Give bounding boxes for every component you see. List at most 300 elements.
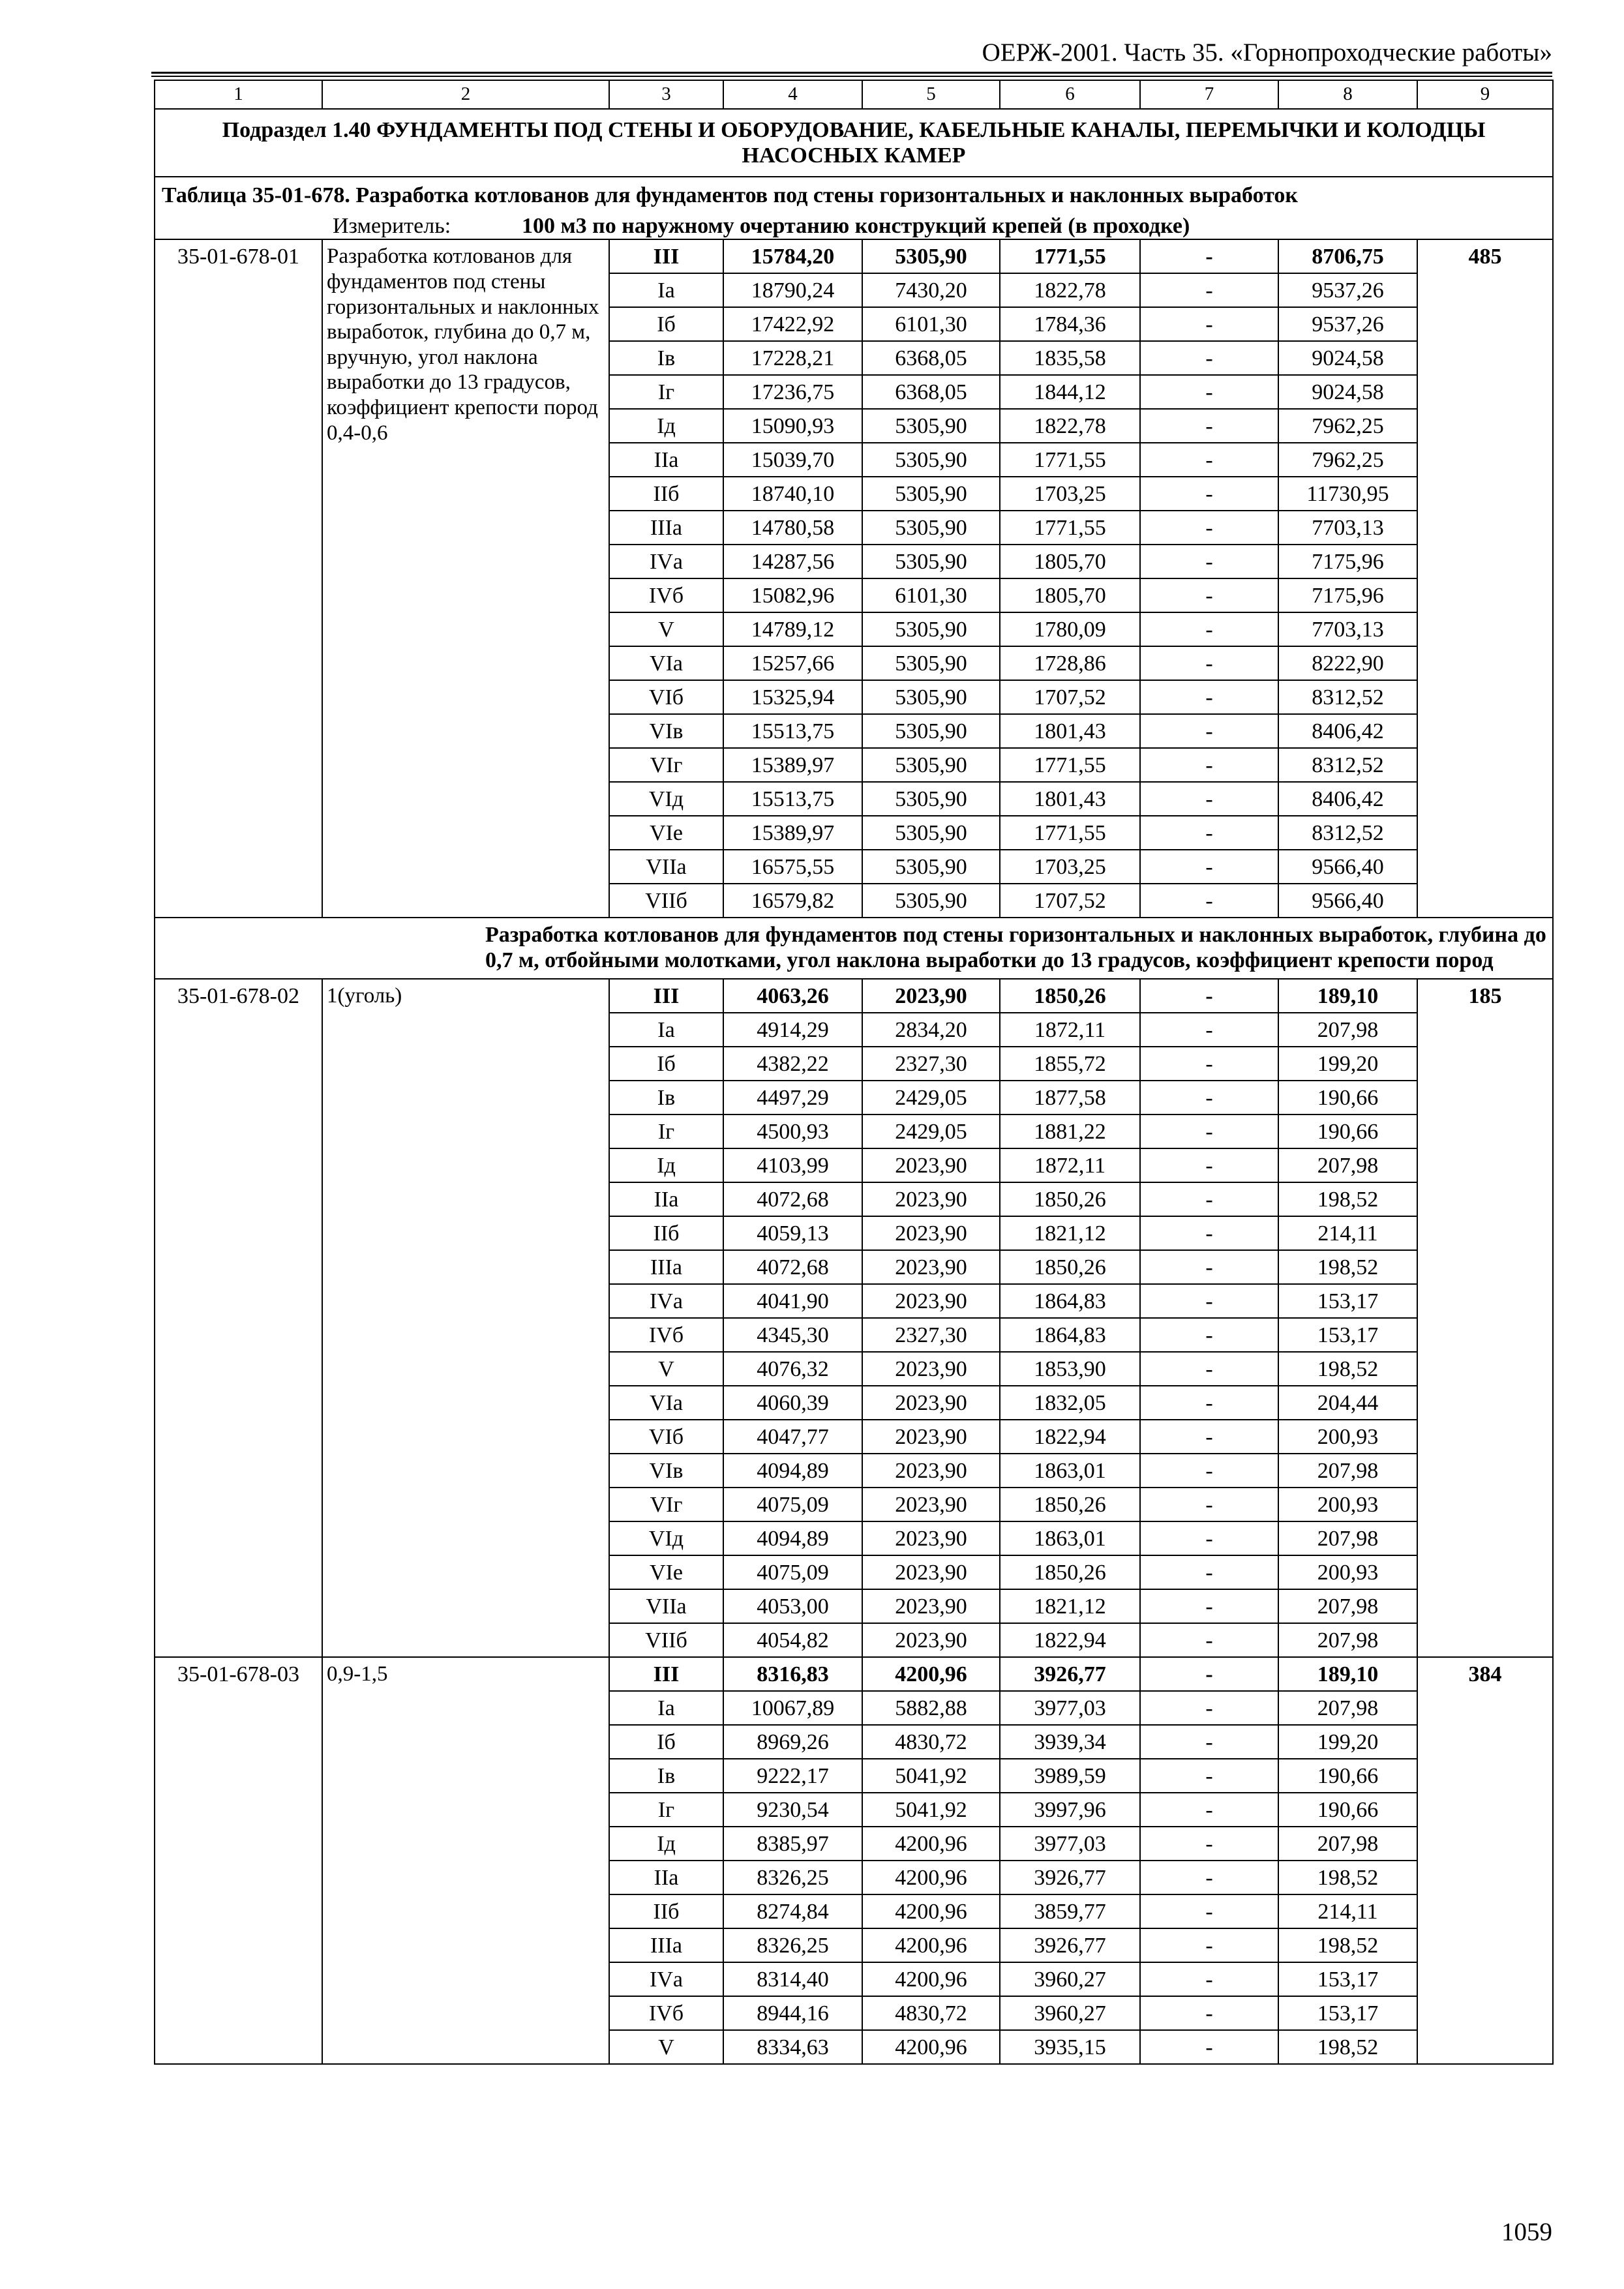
direct-cost: 15257,66	[723, 646, 862, 680]
column-number: 3	[609, 80, 723, 109]
machine-cost: 1850,26	[1000, 1555, 1140, 1589]
wages: 2023,90	[862, 1284, 1000, 1318]
labor-hours: 9537,26	[1278, 273, 1417, 307]
machine-cost: 1780,09	[1000, 612, 1140, 646]
machine-cost: 1863,01	[1000, 1521, 1140, 1555]
materials-cost: -	[1140, 612, 1278, 646]
wages: 2429,05	[862, 1081, 1000, 1115]
materials-cost: -	[1140, 1962, 1278, 1996]
direct-cost: 4060,39	[723, 1386, 862, 1420]
rock-class: V	[609, 1352, 723, 1386]
machine-cost: 1850,26	[1000, 1488, 1140, 1521]
rock-class: VIб	[609, 1420, 723, 1454]
labor-hours: 7175,96	[1278, 578, 1417, 612]
direct-cost: 4075,09	[723, 1488, 862, 1521]
rock-class: VIб	[609, 680, 723, 714]
labor-hours: 153,17	[1278, 1284, 1417, 1318]
labor-hours: 8406,42	[1278, 714, 1417, 748]
machine-cost: 1728,86	[1000, 646, 1140, 680]
materials-cost: -	[1140, 375, 1278, 409]
direct-cost: 8326,25	[723, 1861, 862, 1894]
direct-cost: 15389,97	[723, 816, 862, 850]
rock-class: IVа	[609, 1284, 723, 1318]
direct-cost: 8969,26	[723, 1725, 862, 1759]
labor-hours: 9024,58	[1278, 375, 1417, 409]
wages: 5305,90	[862, 239, 1000, 273]
rock-class: Iд	[609, 1827, 723, 1861]
direct-cost: 4094,89	[723, 1454, 862, 1488]
direct-cost: 14780,58	[723, 511, 862, 545]
rock-class: VIг	[609, 1488, 723, 1521]
machine-cost: 3977,03	[1000, 1827, 1140, 1861]
machine-cost: 1881,22	[1000, 1115, 1140, 1148]
rock-class: III	[609, 239, 723, 273]
machine-cost: 3960,27	[1000, 1996, 1140, 2030]
column-number: 4	[723, 80, 862, 109]
materials-cost: -	[1140, 680, 1278, 714]
machine-cost: 3939,34	[1000, 1725, 1140, 1759]
wages: 2023,90	[862, 1555, 1000, 1589]
rock-class: Iа	[609, 273, 723, 307]
direct-cost: 8385,97	[723, 1827, 862, 1861]
machine-cost: 1850,26	[1000, 979, 1140, 1013]
measure	[155, 213, 1553, 239]
rock-class: IVа	[609, 1962, 723, 1996]
labor-hours: 198,52	[1278, 1352, 1417, 1386]
machine-cost: 1832,05	[1000, 1386, 1140, 1420]
labor-hours: 200,93	[1278, 1555, 1417, 1589]
materials-cost: -	[1140, 1861, 1278, 1894]
direct-cost: 14287,56	[723, 545, 862, 578]
rock-class: Iб	[609, 307, 723, 341]
rock-class: Iв	[609, 1759, 723, 1793]
labor-hours: 214,11	[1278, 1894, 1417, 1928]
machine-cost: 1771,55	[1000, 511, 1140, 545]
rock-class: VIв	[609, 1454, 723, 1488]
column-number: 2	[322, 80, 609, 109]
labor-hours: 153,17	[1278, 1996, 1417, 2030]
table-title-row	[155, 177, 1553, 213]
materials-cost: -	[1140, 511, 1278, 545]
machine-cost: 1821,12	[1000, 1216, 1140, 1250]
direct-cost: 8314,40	[723, 1962, 862, 1996]
table-row	[155, 1657, 1553, 1691]
materials-cost: -	[1140, 1488, 1278, 1521]
rock-class: IIIа	[609, 1250, 723, 1284]
rock-class: VIв	[609, 714, 723, 748]
direct-cost: 4500,93	[723, 1115, 862, 1148]
materials-cost: -	[1140, 646, 1278, 680]
labor-hours: 8312,52	[1278, 748, 1417, 782]
labor-hours: 190,66	[1278, 1793, 1417, 1827]
rock-class: Iб	[609, 1047, 723, 1081]
direct-cost: 4914,29	[723, 1013, 862, 1047]
direct-cost: 14789,12	[723, 612, 862, 646]
materials-cost: -	[1140, 884, 1278, 918]
direct-cost: 4041,90	[723, 1284, 862, 1318]
labor-hours: 9566,40	[1278, 850, 1417, 884]
materials-cost: -	[1140, 1250, 1278, 1284]
direct-cost: 4075,09	[723, 1555, 862, 1589]
materials-cost: -	[1140, 816, 1278, 850]
materials-cost: -	[1140, 782, 1278, 816]
rock-class: IIа	[609, 1861, 723, 1894]
direct-cost: 15090,93	[723, 409, 862, 443]
labor-hours: 198,52	[1278, 1861, 1417, 1894]
machine-cost: 3926,77	[1000, 1861, 1140, 1894]
materials-cost: -	[1140, 2030, 1278, 2064]
materials-cost: -	[1140, 1623, 1278, 1657]
rock-class: VIIа	[609, 1589, 723, 1623]
direct-cost: 4094,89	[723, 1521, 862, 1555]
labor-hours: 189,10	[1278, 1657, 1417, 1691]
rock-class: IIа	[609, 443, 723, 477]
rate-code: 35-01-678-02	[155, 979, 322, 1657]
rock-class: IVб	[609, 1318, 723, 1352]
machine-cost: 1771,55	[1000, 816, 1140, 850]
direct-cost: 15784,20	[723, 239, 862, 273]
machine-cost: 1822,78	[1000, 409, 1140, 443]
labor-hours: 190,66	[1278, 1081, 1417, 1115]
machine-cost: 1877,58	[1000, 1081, 1140, 1115]
rock-class: IIIа	[609, 511, 723, 545]
rock-class: VIа	[609, 1386, 723, 1420]
direct-cost: 4382,22	[723, 1047, 862, 1081]
labor-hours: 8312,52	[1278, 816, 1417, 850]
machine-cost: 1864,83	[1000, 1284, 1140, 1318]
machine-cost: 1771,55	[1000, 239, 1140, 273]
materials-cost: -	[1140, 1996, 1278, 2030]
wages: 5041,92	[862, 1793, 1000, 1827]
materials-cost: -	[1140, 1386, 1278, 1420]
rock-class: VIа	[609, 646, 723, 680]
labor-hours: 207,98	[1278, 1827, 1417, 1861]
wages: 2023,90	[862, 1420, 1000, 1454]
wages: 5305,90	[862, 612, 1000, 646]
labor-hours: 200,93	[1278, 1488, 1417, 1521]
materials-cost: -	[1140, 1216, 1278, 1250]
machine-cost: 3926,77	[1000, 1928, 1140, 1962]
labor-hours: 207,98	[1278, 1691, 1417, 1725]
rock-class: Iг	[609, 1115, 723, 1148]
wages: 2023,90	[862, 1148, 1000, 1182]
machine-cost: 1850,26	[1000, 1182, 1140, 1216]
materials-cost: -	[1140, 1081, 1278, 1115]
labor-hours: 9566,40	[1278, 884, 1417, 918]
machine-cost: 1853,90	[1000, 1352, 1140, 1386]
machine-cost: 3997,96	[1000, 1793, 1140, 1827]
rate-code: 35-01-678-03	[155, 1657, 322, 2064]
materials-cost: -	[1140, 1894, 1278, 1928]
direct-cost: 4103,99	[723, 1148, 862, 1182]
wages: 2023,90	[862, 1182, 1000, 1216]
labor-hours: 198,52	[1278, 1182, 1417, 1216]
materials-cost: -	[1140, 1521, 1278, 1555]
machine-cost: 3935,15	[1000, 2030, 1140, 2064]
direct-cost: 9230,54	[723, 1793, 862, 1827]
direct-cost: 15039,70	[723, 443, 862, 477]
wages: 2023,90	[862, 1454, 1000, 1488]
direct-cost: 18790,24	[723, 273, 862, 307]
materials-cost: -	[1140, 1182, 1278, 1216]
labor-hours: 214,11	[1278, 1216, 1417, 1250]
machine-cost: 1855,72	[1000, 1047, 1140, 1081]
wages: 5305,90	[862, 748, 1000, 782]
labor-hours: 8706,75	[1278, 239, 1417, 273]
direct-cost: 4076,32	[723, 1352, 862, 1386]
materials-cost: -	[1140, 1928, 1278, 1962]
labor-hours: 8406,42	[1278, 782, 1417, 816]
wages: 2327,30	[862, 1047, 1000, 1081]
rock-class: VIIа	[609, 850, 723, 884]
direct-cost: 4345,30	[723, 1318, 862, 1352]
rock-class: IIб	[609, 477, 723, 511]
rock-class: Iг	[609, 375, 723, 409]
wages: 2023,90	[862, 1589, 1000, 1623]
materials-cost: -	[1140, 1589, 1278, 1623]
rock-class: VIе	[609, 816, 723, 850]
wages: 5305,90	[862, 714, 1000, 748]
direct-cost: 16575,55	[723, 850, 862, 884]
machine-cost: 1835,58	[1000, 341, 1140, 375]
wages: 6101,30	[862, 307, 1000, 341]
materials-cost: -	[1140, 1793, 1278, 1827]
materials-cost: -	[1140, 578, 1278, 612]
wages: 4200,96	[862, 1861, 1000, 1894]
rate-description: Разработка котлованов для фундаментов под стены горизонтальных и наклонных выработок, глубина до 0,7 м, вручную, угол наклона выработки до 13 градусов, коэффициент крепости пород 0,4-0,6	[322, 239, 609, 918]
direct-cost: 9222,17	[723, 1759, 862, 1793]
materials-cost: -	[1140, 1555, 1278, 1589]
wages: 5305,90	[862, 409, 1000, 443]
materials-cost: -	[1140, 1148, 1278, 1182]
wages: 2834,20	[862, 1013, 1000, 1047]
wages: 5305,90	[862, 477, 1000, 511]
machine-cost: 1703,25	[1000, 850, 1140, 884]
rock-class: III	[609, 979, 723, 1013]
column-number: 1	[155, 80, 322, 109]
wages: 4830,72	[862, 1996, 1000, 2030]
column-number: 7	[1140, 80, 1278, 109]
machine-cost: 1784,36	[1000, 307, 1140, 341]
machine-cost: 1822,94	[1000, 1623, 1140, 1657]
direct-cost: 8944,16	[723, 1996, 862, 2030]
wages: 2023,90	[862, 1216, 1000, 1250]
labor-hours: 7703,13	[1278, 511, 1417, 545]
direct-cost: 16579,82	[723, 884, 862, 918]
wages: 2023,90	[862, 1488, 1000, 1521]
rock-class: VIIб	[609, 1623, 723, 1657]
labor-hours: 207,98	[1278, 1521, 1417, 1555]
labor-hours: 200,93	[1278, 1420, 1417, 1454]
rock-class: IIIа	[609, 1928, 723, 1962]
machine-cost: 1821,12	[1000, 1589, 1140, 1623]
machine-cost: 1805,70	[1000, 578, 1140, 612]
table-row	[155, 979, 1553, 1013]
direct-cost: 15513,75	[723, 714, 862, 748]
group-subheading: Разработка котлованов для фундаментов под стены горизонтальных и наклонных выработок, глубина до 0,7 м, отбойными молотками, угол наклона выработки до 13 градусов, коэффициент крепости пород	[155, 918, 1553, 979]
materials-cost: -	[1140, 443, 1278, 477]
materials-cost: -	[1140, 341, 1278, 375]
machine-cost: 1707,52	[1000, 680, 1140, 714]
direct-cost: 8334,63	[723, 2030, 862, 2064]
materials-cost: -	[1140, 1691, 1278, 1725]
machine-cost: 1771,55	[1000, 748, 1140, 782]
machine-cost: 1822,94	[1000, 1420, 1140, 1454]
labor-hours: 7175,96	[1278, 545, 1417, 578]
wages: 2429,05	[862, 1115, 1000, 1148]
materials-cost: -	[1140, 307, 1278, 341]
column-number: 5	[862, 80, 1000, 109]
labor-hours: 189,10	[1278, 979, 1417, 1013]
direct-cost: 4063,26	[723, 979, 862, 1013]
direct-cost: 8326,25	[723, 1928, 862, 1962]
direct-cost: 17422,92	[723, 307, 862, 341]
rate-code: 35-01-678-01	[155, 239, 322, 918]
materials-cost: -	[1140, 1284, 1278, 1318]
labor-hours: 8312,52	[1278, 680, 1417, 714]
direct-cost: 17236,75	[723, 375, 862, 409]
materials-cost: -	[1140, 1725, 1278, 1759]
rock-class: IVб	[609, 578, 723, 612]
direct-cost: 15082,96	[723, 578, 862, 612]
direct-cost: 15325,94	[723, 680, 862, 714]
direct-cost: 8274,84	[723, 1894, 862, 1928]
col9-value: 185	[1417, 979, 1553, 1657]
materials-cost: -	[1140, 1318, 1278, 1352]
wages: 2023,90	[862, 1521, 1000, 1555]
rock-class: Iд	[609, 1148, 723, 1182]
labor-hours: 199,20	[1278, 1725, 1417, 1759]
labor-hours: 207,98	[1278, 1454, 1417, 1488]
machine-cost: 1863,01	[1000, 1454, 1140, 1488]
rock-class: V	[609, 2030, 723, 2064]
column-number: 8	[1278, 80, 1417, 109]
rock-class: VIIб	[609, 884, 723, 918]
rock-class: Iд	[609, 409, 723, 443]
labor-hours: 190,66	[1278, 1115, 1417, 1148]
wages: 5305,90	[862, 511, 1000, 545]
machine-cost: 3926,77	[1000, 1657, 1140, 1691]
wages: 5305,90	[862, 816, 1000, 850]
wages: 4200,96	[862, 1827, 1000, 1861]
wages: 4200,96	[862, 1657, 1000, 1691]
wages: 5305,90	[862, 443, 1000, 477]
header-rule-2	[151, 76, 1552, 77]
rock-class: Iг	[609, 1793, 723, 1827]
machine-cost: 1771,55	[1000, 443, 1140, 477]
wages: 5305,90	[862, 850, 1000, 884]
materials-cost: -	[1140, 1420, 1278, 1454]
materials-cost: -	[1140, 1657, 1278, 1691]
wages: 6101,30	[862, 578, 1000, 612]
column-number: 9	[1417, 80, 1553, 109]
wages: 6368,05	[862, 341, 1000, 375]
wages: 2023,90	[862, 1386, 1000, 1420]
table-title: Таблица 35-01-678. Разработка котлованов для фундаментов под стены горизонтальных и наклонных выработок	[155, 177, 1553, 213]
page-number: 1059	[1501, 2218, 1552, 2246]
machine-cost: 1844,12	[1000, 375, 1140, 409]
machine-cost: 1703,25	[1000, 477, 1140, 511]
table-row	[155, 239, 1553, 273]
direct-cost: 15389,97	[723, 748, 862, 782]
labor-hours: 198,52	[1278, 1928, 1417, 1962]
rock-class: IIа	[609, 1182, 723, 1216]
labor-hours: 207,98	[1278, 1589, 1417, 1623]
rates-table	[154, 80, 1554, 2065]
machine-cost: 1801,43	[1000, 782, 1140, 816]
labor-hours: 7703,13	[1278, 612, 1417, 646]
materials-cost: -	[1140, 714, 1278, 748]
labor-hours: 199,20	[1278, 1047, 1417, 1081]
rate-description: 1(уголь)	[322, 979, 609, 1657]
wages: 5305,90	[862, 782, 1000, 816]
wages: 4200,96	[862, 1894, 1000, 1928]
rock-class: Iв	[609, 1081, 723, 1115]
rock-class: IVб	[609, 1996, 723, 2030]
running-header: ОЕРЖ-2001. Часть 35. «Горнопроходческие работы»	[982, 38, 1552, 67]
wages: 2023,90	[862, 979, 1000, 1013]
wages: 5041,92	[862, 1759, 1000, 1793]
rock-class: Iа	[609, 1691, 723, 1725]
machine-cost: 1850,26	[1000, 1250, 1140, 1284]
rock-class: V	[609, 612, 723, 646]
measure-row	[155, 213, 1553, 239]
direct-cost: 8316,83	[723, 1657, 862, 1691]
rock-class: VIд	[609, 1521, 723, 1555]
wages: 2327,30	[862, 1318, 1000, 1352]
labor-hours: 153,17	[1278, 1962, 1417, 1996]
direct-cost: 17228,21	[723, 341, 862, 375]
machine-cost: 1872,11	[1000, 1148, 1140, 1182]
measure-value: 100 м3 по наружному очертанию конструкций крепей (в проходке)	[522, 214, 1190, 239]
labor-hours: 207,98	[1278, 1623, 1417, 1657]
direct-cost: 4072,68	[723, 1250, 862, 1284]
column-numbers-row	[155, 80, 1553, 109]
labor-hours: 190,66	[1278, 1759, 1417, 1793]
direct-cost: 4497,29	[723, 1081, 862, 1115]
materials-cost: -	[1140, 850, 1278, 884]
subheading-row	[155, 918, 1553, 979]
machine-cost: 1805,70	[1000, 545, 1140, 578]
machine-cost: 3977,03	[1000, 1691, 1140, 1725]
machine-cost: 1872,11	[1000, 1013, 1140, 1047]
labor-hours: 207,98	[1278, 1148, 1417, 1182]
header-rule	[151, 72, 1552, 74]
materials-cost: -	[1140, 748, 1278, 782]
column-number: 6	[1000, 80, 1140, 109]
section-title-row	[155, 109, 1553, 177]
direct-cost: 15513,75	[723, 782, 862, 816]
materials-cost: -	[1140, 1047, 1278, 1081]
wages: 2023,90	[862, 1250, 1000, 1284]
materials-cost: -	[1140, 409, 1278, 443]
direct-cost: 4059,13	[723, 1216, 862, 1250]
labor-hours: 9537,26	[1278, 307, 1417, 341]
rock-class: VIг	[609, 748, 723, 782]
machine-cost: 1822,78	[1000, 273, 1140, 307]
materials-cost: -	[1140, 273, 1278, 307]
wages: 4200,96	[862, 1962, 1000, 1996]
rock-class: Iб	[609, 1725, 723, 1759]
rock-class: Iа	[609, 1013, 723, 1047]
rate-description: 0,9-1,5	[322, 1657, 609, 2064]
wages: 4830,72	[862, 1725, 1000, 1759]
direct-cost: 4072,68	[723, 1182, 862, 1216]
direct-cost: 4053,00	[723, 1589, 862, 1623]
rock-class: Iв	[609, 341, 723, 375]
machine-cost: 1801,43	[1000, 714, 1140, 748]
labor-hours: 9024,58	[1278, 341, 1417, 375]
